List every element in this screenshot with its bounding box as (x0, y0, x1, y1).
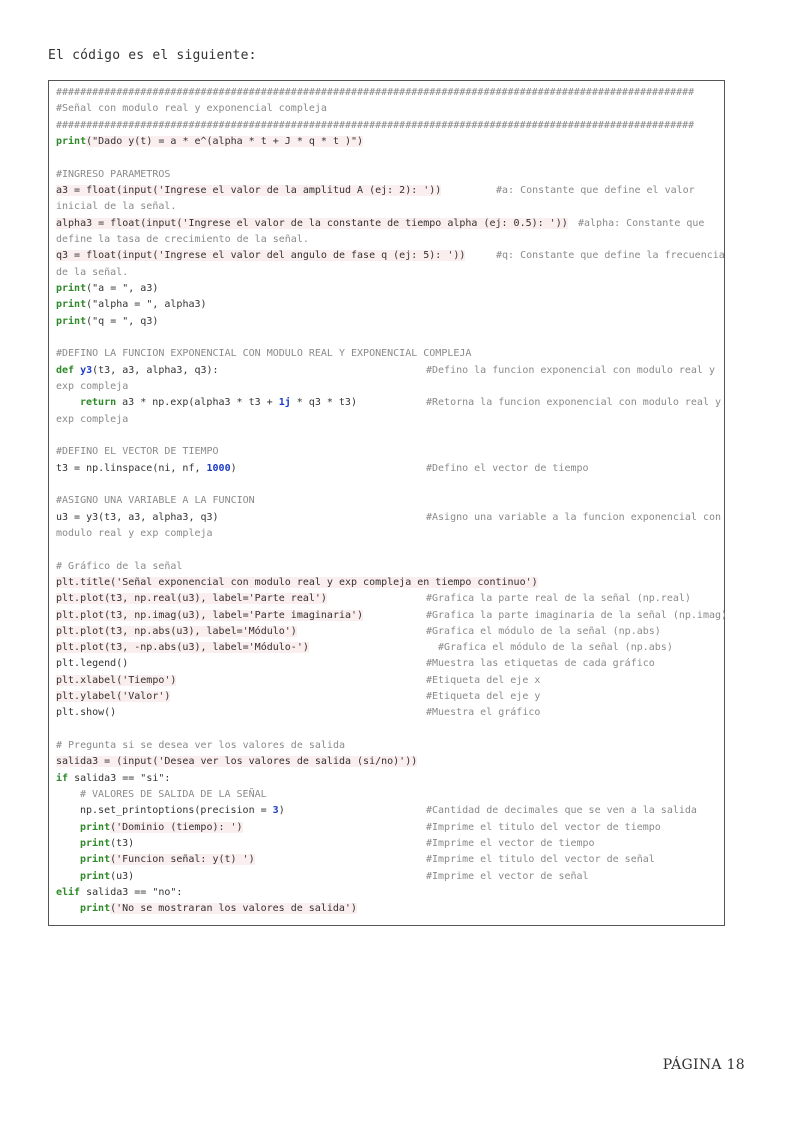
code-line-print-t3 (56, 836, 720, 852)
code-line-comment-valores: # VALORES DE SALIDA DE LA SEÑAL (80, 789, 267, 801)
code-text: plt.plot(t3, np.real(u3), label='Parte real') (56, 593, 327, 605)
inline-comment: #Imprime el vector de señal (426, 870, 589, 882)
inline-comment: #Grafica el módulo de la señal (np.abs) (426, 642, 673, 654)
code-line-return (56, 395, 720, 411)
code-line-comment-wrap: exp compleja (56, 380, 129, 392)
code-line-comment-vector: #DEFINO EL VECTOR DE TIEMPO (56, 446, 219, 458)
inline-comment: #Defino la funcion exponencial con modulo real y (426, 364, 715, 376)
code-line-print-q (56, 314, 720, 330)
code-line-hash-bottom: ########################################################################################################## (56, 119, 695, 131)
code-line-xlabel (56, 673, 720, 689)
inline-comment: #alpha: Constante que (578, 217, 705, 229)
inline-comment: #Grafica el módulo de la señal (np.abs) (426, 625, 661, 637)
code-line-ylabel (56, 689, 720, 705)
inline-comment: #Grafica la parte imaginaria de la señal (np.imag) (426, 609, 728, 621)
code-text: plt.legend() (56, 658, 129, 670)
inline-comment: #Imprime el vector de tiempo (426, 838, 595, 850)
inline-comment: #a: Constante que define el valor (496, 184, 695, 196)
code-text: ("q = ", q3) (86, 315, 159, 327)
code-line-blank (56, 722, 720, 738)
inline-comment: #Muestra las etiquetas de cada gráfico (426, 658, 655, 670)
code-block (48, 80, 728, 926)
inline-comment: #q: Constante que define la frecuencia (496, 250, 725, 262)
inline-comment: #Imprime el titulo del vector de señal (426, 854, 655, 866)
code-text: plt.plot(t3, np.abs(u3), label='Módulo') (56, 625, 297, 637)
code-text: ) (278, 805, 285, 817)
inline-comment: #Retorna la funcion exponencial con modulo real y (426, 397, 722, 409)
keyword-print: print (80, 821, 111, 833)
code-text: ('No se mostraran los valores de salida') (110, 903, 357, 915)
inline-comment: #Asigno una variable a la funcion exponencial con (426, 511, 722, 523)
inline-comment: #Grafica la parte real de la señal (np.real) (426, 593, 691, 605)
code-line-comment-wrap: inicial de la señal. (56, 201, 177, 213)
keyword-print: print (56, 315, 87, 327)
code-line-title-comment: #Señal con modulo real y exponencial compleja (56, 103, 327, 115)
code-line-legend (56, 656, 720, 672)
inline-comment: #Cantidad de decimales que se ven a la salida (426, 805, 697, 817)
code-line-comment-wrap: define la tasa de crecimiento de la señal. (56, 233, 309, 245)
code-text: (t3, a3, alpha3, q3): (92, 364, 219, 376)
code-line-print-u3 (56, 869, 720, 885)
code-line-comment-wrap: de la señal. (56, 266, 129, 278)
code-line-comment-grafico: # Gráfico de la señal (56, 560, 183, 572)
code-line-def (56, 363, 720, 379)
code-text: ('Funcion señal: y(t) ') (110, 854, 255, 866)
code-line-comment-pregunta: # Pregunta si se desea ver los valores de salida (56, 740, 345, 752)
code-text: salida3 = (input('Desea ver los valores de salida (si/no)')) (56, 756, 418, 768)
code-line-print-dominio (56, 820, 720, 836)
keyword-if: if (56, 772, 69, 784)
keyword-print: print (56, 135, 87, 147)
code-line-blank (56, 477, 720, 493)
keyword-print: print (56, 299, 87, 311)
code-line-comment-ingreso: #INGRESO PARAMETROS (56, 168, 171, 180)
code-text: t3 = np.linspace(ni, nf, (56, 462, 207, 474)
keyword-print: print (80, 854, 111, 866)
keyword-return: return (80, 397, 117, 409)
code-line-np-set (56, 803, 720, 819)
code-text: plt.xlabel('Tiempo') (56, 674, 177, 686)
code-text: ) (230, 462, 237, 474)
code-line-hash-top: ########################################################################################################## (56, 87, 695, 98)
code-line-print-no (56, 901, 720, 917)
code-line-plot-neg-abs (56, 640, 720, 656)
code-line-print-a (56, 281, 720, 297)
code-line-t3 (56, 461, 720, 477)
code-text: salida3 == "no": (80, 887, 183, 899)
code-line-salida (56, 754, 720, 770)
code-line-plt-title (56, 575, 720, 591)
code-text: a3 = float(input('Ingrese el valor de la amplitud A (ej: 2): ')) (56, 184, 442, 196)
code-line-if (56, 771, 720, 787)
keyword-def: def (56, 364, 75, 376)
code-line-q3 (56, 248, 725, 264)
code-line-plot-real (56, 591, 720, 607)
number-literal: 3 (272, 805, 279, 817)
code-text: plt.show() (56, 707, 117, 719)
inline-comment: #Muestra el gráfico (426, 707, 541, 719)
code-line-blank (56, 428, 720, 444)
number-literal: 1j (278, 397, 291, 409)
code-line-blank (56, 150, 720, 166)
code-line-plot-abs (56, 624, 720, 640)
inline-comment: #Defino el vector de tiempo (426, 462, 589, 474)
code-text: ("alpha = ", alpha3) (86, 299, 207, 311)
code-line-comment-wrap: exp compleja (56, 413, 129, 425)
code-text: ('Dominio (tiempo): ') (110, 821, 243, 833)
code-text: ("a = ", a3) (86, 282, 159, 294)
code-line-show (56, 705, 720, 721)
code-text: q3 = float(input('Ingrese el valor del angulo de fase q (ej: 5): ')) (56, 250, 466, 262)
code-text: * q3 * t3) (290, 397, 357, 409)
number-literal: 1000 (206, 462, 231, 474)
code-line-u3 (56, 510, 720, 526)
code-text: a3 * np.exp(alpha3 * t3 + (116, 397, 279, 409)
code-text: plt.plot(t3, np.imag(u3), label='Parte imaginaria') (56, 609, 364, 621)
keyword-print: print (56, 282, 87, 294)
function-name: y3 (80, 364, 93, 376)
code-text: ("Dado y(t) = a * e^(alpha * t + J * q * t )") (86, 135, 364, 147)
code-text: (u3) (110, 870, 135, 882)
keyword-print: print (80, 870, 111, 882)
section-heading: El código es el siguiente: (48, 48, 257, 63)
code-text: plt.title('Señal exponencial con modulo real y exp compleja en tiempo continuo') (56, 576, 538, 588)
page-number: PÁGINA 18 (662, 1057, 745, 1073)
code-text: plt.ylabel('Valor') (56, 691, 171, 703)
keyword-print: print (80, 838, 111, 850)
keyword-elif: elif (56, 887, 81, 899)
code-line-elif (56, 885, 720, 901)
code-line-blank (56, 542, 720, 558)
code-line-print-funcion (56, 852, 720, 868)
code-line-plot-imag (56, 608, 728, 624)
code-text: u3 = y3(t3, a3, alpha3, q3) (56, 511, 219, 523)
code-line-comment-defino-funcion: #DEFINO LA FUNCION EXPONENCIAL CON MODULO REAL Y EXPONENCIAL COMPLEJA (56, 348, 472, 360)
code-line-alpha3 (56, 216, 720, 232)
code-line-print-alpha (56, 297, 720, 313)
code-line-comment-asigno: #ASIGNO UNA VARIABLE A LA FUNCION (56, 495, 255, 507)
inline-comment: #Etiqueta del eje y (426, 691, 541, 703)
code-text: (t3) (110, 838, 135, 850)
code-text: salida3 == "si": (68, 772, 171, 784)
code-text: alpha3 = float(input('Ingrese el valor de la constante de tiempo alpha (ej: 0.5): ')) (56, 217, 568, 229)
code-line-blank (56, 330, 720, 346)
keyword-print: print (80, 903, 111, 915)
inline-comment: #Etiqueta del eje x (426, 674, 541, 686)
code-line-print-intro (56, 134, 720, 150)
code-line-comment-wrap: modulo real y exp compleja (56, 527, 213, 539)
code-text: plt.plot(t3, -np.abs(u3), label='Módulo-') (56, 642, 309, 654)
code-line-a3 (56, 183, 720, 199)
inline-comment: #Imprime el titulo del vector de tiempo (426, 821, 661, 833)
code-text: np.set_printoptions(precision = (80, 805, 273, 817)
